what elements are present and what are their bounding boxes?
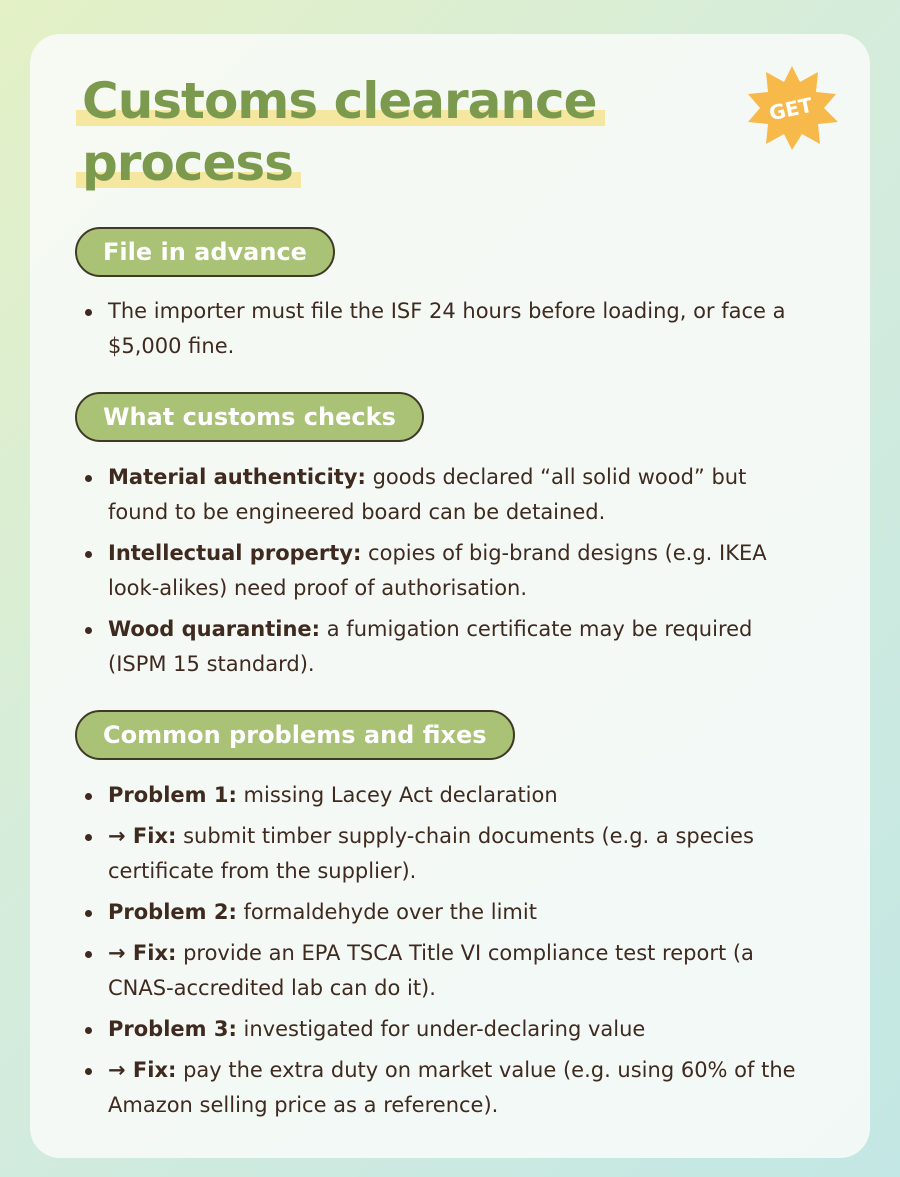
list-item-bold: Wood quarantine: [108, 617, 321, 641]
list-item-bold: Problem 1: [108, 783, 237, 807]
list-item [82, 1053, 810, 1123]
section-heading-common-problems: Common problems and fixes [75, 710, 515, 760]
section-list-common-problems [82, 778, 810, 1129]
list-item-text: goods declared “all solid wood” but found to be engineered board can be detained. [108, 465, 747, 524]
list-item-text: copies of big-brand designs (e.g. IKEA look-alikes) need proof of authorisation. [108, 541, 767, 600]
list-item-text: provide an EPA TSCA Title VI compliance test report (a CNAS-accredited lab can do it). [108, 941, 754, 1000]
section-list-what-customs-checks [82, 460, 810, 688]
content-card [30, 34, 870, 1158]
list-item [82, 778, 810, 813]
list-item-text: a fumigation certificate may be required (ISPM 15 standard). [108, 617, 753, 676]
list-item [82, 936, 810, 1006]
list-item [82, 895, 810, 930]
list-item [82, 536, 810, 606]
page-title [82, 70, 722, 194]
list-item-bold: → Fix: [108, 824, 177, 848]
list-item [82, 1012, 810, 1047]
list-item-text: The importer must file the ISF 24 hours before loading, or face a $5,000 fine. [108, 299, 786, 358]
badge-label: GET [766, 92, 815, 126]
list-item-bold: Problem 3: [108, 1017, 237, 1041]
list-item-bold: Material authenticity: [108, 465, 366, 489]
get-badge-icon [744, 64, 840, 150]
list-item [82, 612, 810, 682]
list-item-text: pay the extra duty on market value (e.g. using 60% of the Amazon selling price as a reference). [108, 1058, 796, 1117]
list-item-bold: → Fix: [108, 1058, 177, 1082]
list-item-text: formaldehyde over the limit [236, 900, 537, 924]
page-title-line-1: Customs clearance [82, 72, 597, 130]
list-item-bold: Intellectual property: [108, 541, 362, 565]
list-item-text: missing Lacey Act declaration [236, 783, 558, 807]
list-item [82, 294, 810, 364]
list-item [82, 819, 810, 889]
list-item-bold: → Fix: [108, 941, 177, 965]
list-item [82, 460, 810, 530]
list-item-text: investigated for under-declaring value [236, 1017, 646, 1041]
list-item-text: submit timber supply-chain documents (e.g. a species certificate from the supplier). [108, 824, 754, 883]
section-heading-file-in-advance: File in advance [75, 227, 335, 277]
section-heading-what-customs-checks: What customs checks [75, 392, 424, 442]
list-item-bold: Problem 2: [108, 900, 237, 924]
page-title-line-2: process [82, 134, 293, 192]
section-list-file-in-advance [82, 294, 810, 370]
